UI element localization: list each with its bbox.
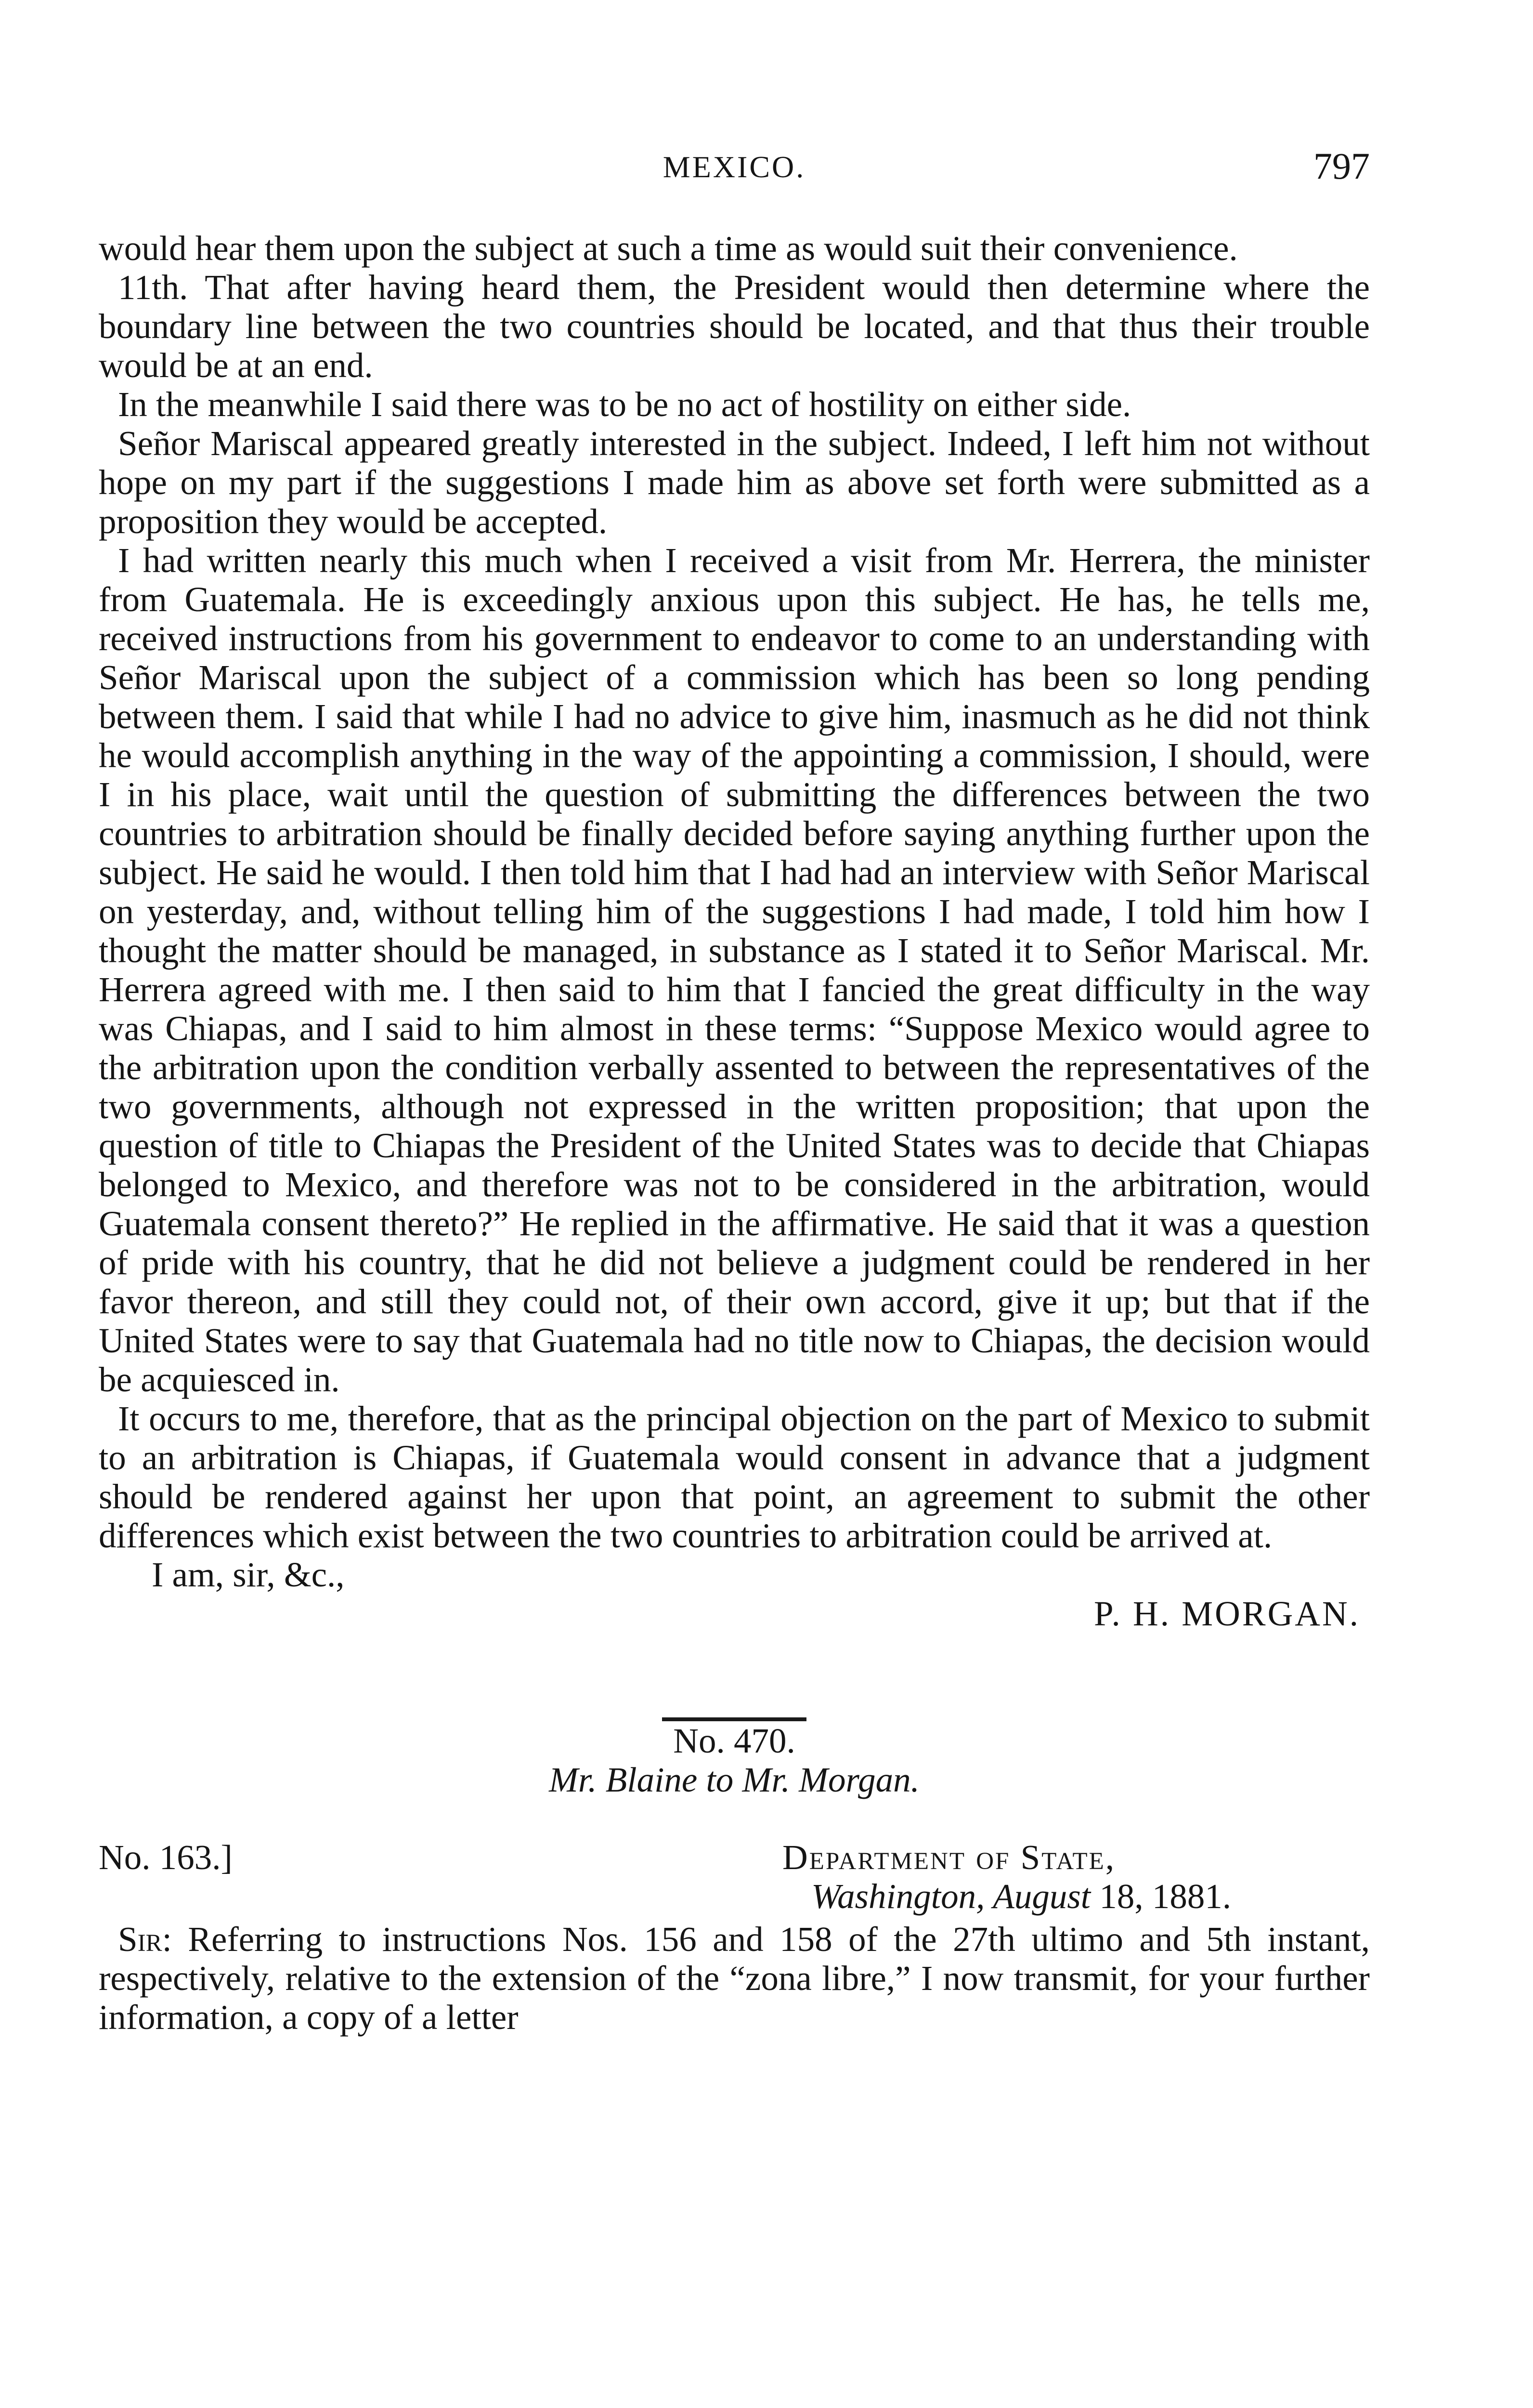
- place: Washington: [811, 1877, 976, 1916]
- department-name: Department of State,: [782, 1838, 1116, 1877]
- document-number: No. 470.: [673, 1721, 795, 1760]
- paragraph-opening: [99, 1920, 1370, 2037]
- paragraph-continuation: would hear them upon the subject at such a time as would suit their convenience.: [99, 229, 1238, 268]
- document-heading: Mr. Blaine to Mr. Morgan.: [549, 1760, 920, 1799]
- opening-text: : Referring to instructions Nos. 156 and 158 of the 27th ultimo and 5th instant, respectively, relative to the extension of the “zona libre,” I now transmit, for your further information, a copy of a letter: [99, 1920, 1370, 2037]
- place-date: Washington, August 18, 1881.: [811, 1877, 1232, 1916]
- paragraph-mariscal-interest: Señor Mariscal appeared greatly interested in the subject. Indeed, I left him not without hope on my part if the suggestions I made him as above set forth were submitted as a proposition they would be accepted.: [99, 424, 1370, 541]
- page-header: [99, 144, 1370, 188]
- paragraph-herrera-visit: I had written nearly this much when I received a visit from Mr. Herrera, the minister from Guatemala. He is exceedingly anxious upon this subject. He has, he tells me, received instructions from his government to endeavor to come to an understanding with Señor Mariscal upon the subject of a commission which has been so long pending between them. I said that while I had no advice to give him, inasmuch as he did not think he would accomplish anything in the way of the appointing a commission, I should, were I in his place, wait until the question of submitting the differences between the two countries to arbitration should be finally decided before saying anything further upon the subject. He said he would. I then told him that I had had an interview with Señor Mariscal on yesterday, and, without telling him of the suggestions I had made, I told him how I thought the matter should be managed, in substance as I stated it to Señor Mariscal. Mr. Herrera agreed with me. I then said to him that I fancied the great difficulty in the way was Chiapas, and I said to him almost in these terms: “Suppose Mexico would agree to the arbitration upon the condition verbally assented to between the representatives of the two governments, although not expressed in the written proposition; that upon the question of title to Chiapas the President of the United States was to decide that Chiapas belonged to Mexico, and therefore was not to be considered in the arbitration, would Guatemala consent thereto?” He replied in the affirmative. He said that it was a question of pride with his country, that he did not believe a judgment could be rendered in her favor thereon, and still they could not, of their own accord, give it up; but that if the United States were to say that Guatemala had no title now to Chiapas, the decision would be acquiesced in.: [99, 541, 1370, 1399]
- page-number: 797: [1313, 145, 1370, 187]
- salutation: Sir: [118, 1920, 162, 1959]
- instruction-number: No. 163.]: [99, 1838, 233, 1877]
- date-rest: 18, 1881.: [1099, 1877, 1232, 1916]
- body-text: [99, 229, 1370, 2037]
- dateline-block: [99, 1838, 1370, 1920]
- running-head: MEXICO.: [663, 150, 806, 184]
- letter-signature: P. H. MORGAN.: [1094, 1594, 1360, 1633]
- paragraph-eleventh-point: 11th. That after having heard them, the President would then determine where the boundary line between the two countries should be located, and that thus their trouble would be at an end.: [99, 268, 1370, 385]
- section-divider: [662, 1717, 806, 1721]
- paragraph-no-hostility: In the meanwhile I said there was to be no act of hostility on either side.: [118, 385, 1131, 424]
- letter-closing: I am, sir, &c.,: [152, 1555, 345, 1594]
- date-month: August: [993, 1877, 1091, 1916]
- paragraph-conclusion: It occurs to me, therefore, that as the principal objection on the part of Mexico to submit to an arbitration is Chiapas, if Guatemala would consent in advance that a judgment should be rendered against her upon that point, an agreement to submit the other differences which exist between the two countries to arbitration could be arrived at.: [99, 1399, 1370, 1555]
- document-page: [99, 0, 1370, 2408]
